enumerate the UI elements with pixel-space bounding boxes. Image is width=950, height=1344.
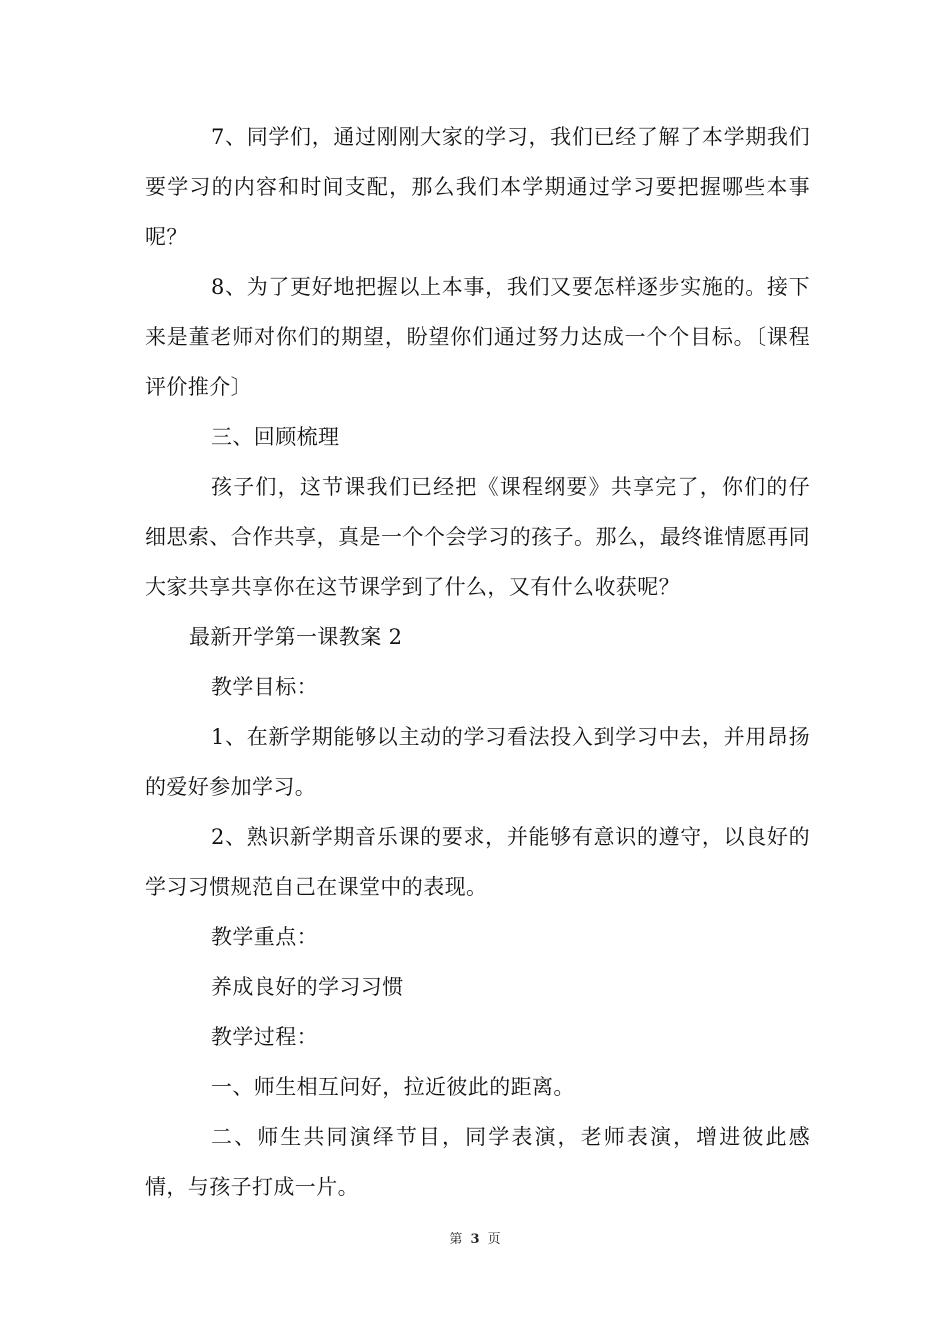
paragraph-item-8: 8、为了更好地把握以上本事，我们又要怎样逐步实施的。接下来是董老师对你们的期望，盼望你们通过努力达成一个个目标。〔课程评价推介〕: [145, 275, 810, 399]
page-footer: [0, 1228, 950, 1247]
goal-item-1: 1、在新学期能够以主动的学习看法投入到学习中去，并用昂扬的爱好参加学习。: [145, 725, 810, 799]
heading-teaching-focus: 教学重点：: [211, 925, 318, 949]
goal-item-2: 2、熟识新学期音乐课的要求，并能够有意识的遵守，以良好的学习习惯规范自己在课堂中的表现。: [145, 825, 810, 899]
document-body: [145, 112, 810, 1212]
footer-prefix: 第: [449, 1232, 463, 1247]
paragraph-review: 孩子们，这节课我们已经把《课程纲要》共享完了，你们的仔细思索、合作共享，真是一个个会学习的孩子。那么，最终谁情愿再同大家共享共享你在这节课学到了什么，又有什么收获呢？: [145, 475, 810, 599]
heading-teaching-goals: 教学目标：: [211, 675, 318, 699]
focus-text: 养成良好的学习习惯: [211, 975, 404, 999]
process-step-1: 一、师生相互问好，拉近彼此的距离。: [211, 1075, 575, 1099]
footer-suffix: 页: [487, 1232, 501, 1247]
heading-teaching-process: 教学过程：: [211, 1025, 318, 1049]
paragraph-item-7: 7、同学们，通过刚刚大家的学习，我们已经了解了本学期我们要学习的内容和时间支配，那么我们本学期通过学习要把握哪些本事呢？: [145, 125, 810, 249]
page-number: 3: [470, 1232, 480, 1247]
section-heading-review: 三、回顾梳理: [211, 425, 340, 449]
lesson-plan-title: 最新开学第一课教案 2: [189, 625, 403, 649]
process-step-2: 二、师生共同演绎节目，同学表演，老师表演，增进彼此感情，与孩子打成一片。: [145, 1125, 810, 1199]
